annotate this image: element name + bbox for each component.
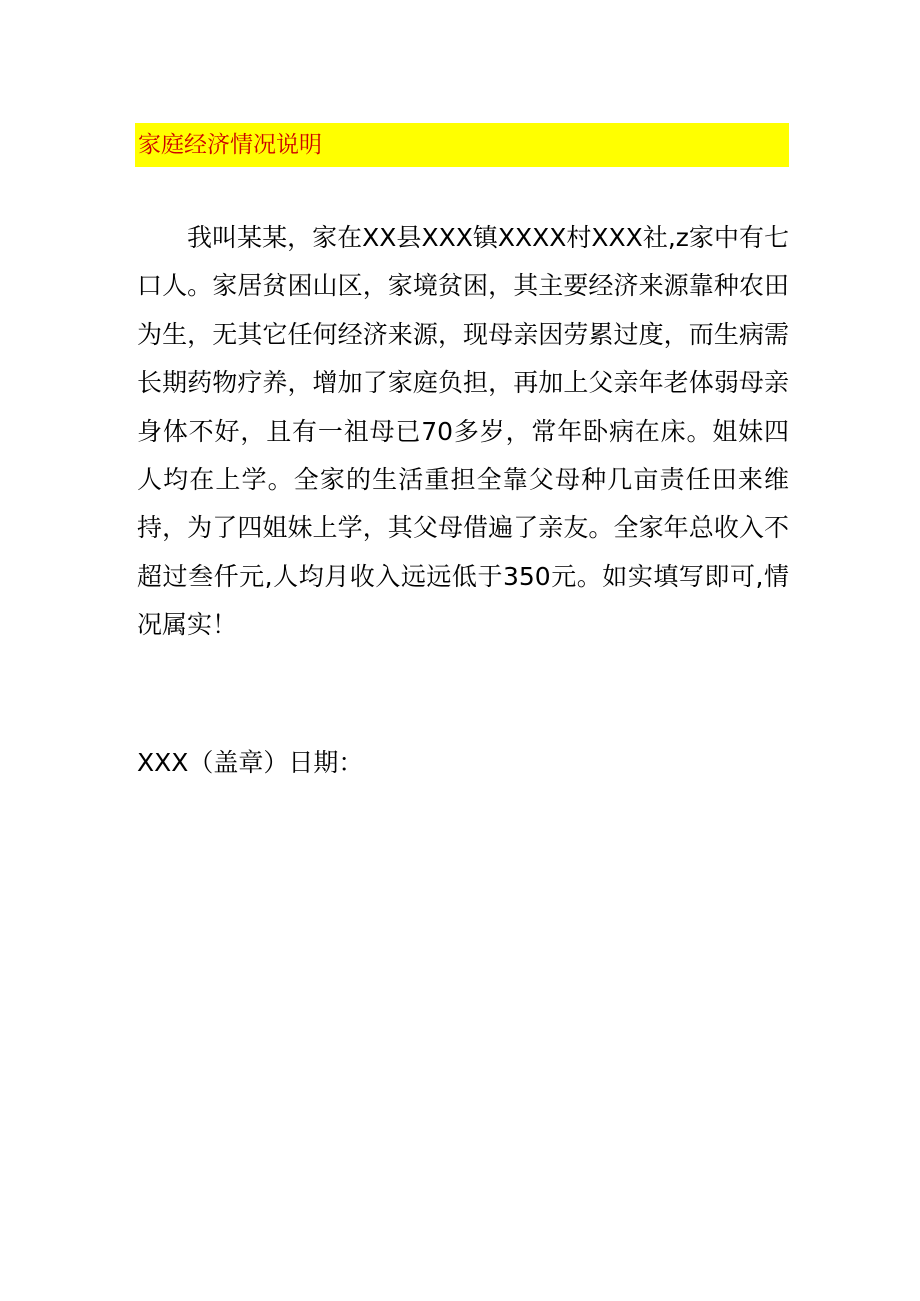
title-highlight <box>135 123 789 167</box>
body-paragraph: 我叫某某，家在XX县XXX镇XXXX村XXX社,z家中有七口人。家居贫困山区，家境贫困，其主要经济来源靠种农田为生，无其它任何经济来源，现母亲因劳累过度，而生病需长期药物疗养，增加了家庭负担，再加上父亲年老体弱母亲身体不好，且有一祖母已70多岁，常年卧病在床。姐妹四人均在上学。全家的生活重担全靠父母种几亩责任田来维持，为了四姐妹上学，其父母借遍了亲友。全家年总收入不超过叁仟元,人均月收入远远低于350元。如实填写即可,情况属实！ <box>137 223 789 640</box>
signature-line: XXX（盖章）日期： <box>137 748 364 777</box>
document-title: 家庭经济情况说明 <box>138 132 322 158</box>
